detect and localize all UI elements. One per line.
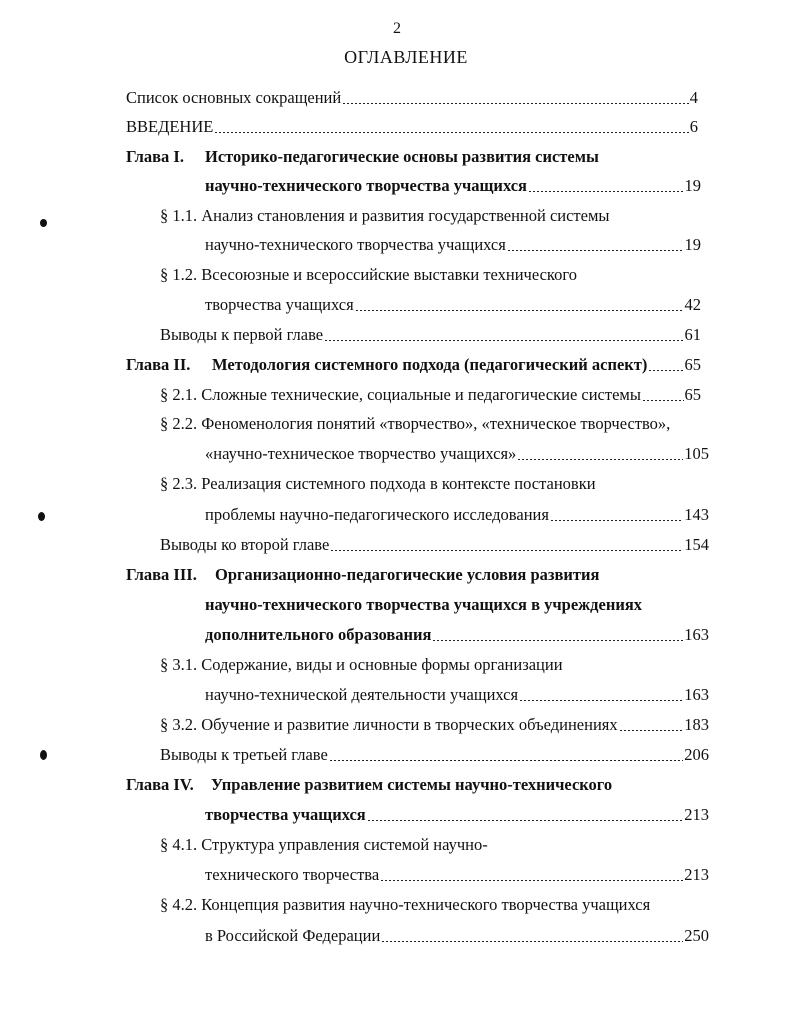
toc-chapter-2-entry[interactable]: Методология системного подхода (педагогический аспект) 65 xyxy=(212,355,701,374)
toc-section-2-2[interactable]: § 2.2. Феноменология понятий «творчество», «техническое творчество», xyxy=(160,414,671,433)
toc-section-4-2-entry[interactable]: в Российской Федерации 250 xyxy=(205,926,709,945)
toc-chapter-3-entry[interactable]: дополнительного образования 163 xyxy=(205,625,709,644)
toc-page-number: 105 xyxy=(684,444,709,463)
toc-section-1-2-entry[interactable]: творчества учащихся 42 xyxy=(205,295,701,314)
toc-chapter-1-entry[interactable]: научно-технического творчества учащихся 19 xyxy=(205,176,701,195)
toc-page-number: 65 xyxy=(684,355,701,374)
toc-page-number: 213 xyxy=(684,865,709,884)
page-title: ОГЛАВЛЕНИЕ xyxy=(344,47,468,67)
toc-page-number: 4 xyxy=(689,88,698,107)
toc-page-number: 213 xyxy=(684,805,709,824)
toc-section-4-1-entry[interactable]: технического творчества 213 xyxy=(205,865,709,884)
toc-page-number: 206 xyxy=(684,745,709,764)
toc-page-number: 163 xyxy=(684,685,709,704)
toc-section-2-3-entry[interactable]: проблемы научно-педагогического исследования 143 xyxy=(205,505,709,524)
toc-section-2-2-entry[interactable]: «научно-техническое творчество учащихся» 105 xyxy=(205,444,709,463)
toc-page-number: 6 xyxy=(689,117,698,136)
toc-section-4-1[interactable]: § 4.1. Структура управления системой научно- xyxy=(160,835,488,854)
scan-speck xyxy=(40,219,47,227)
toc-page-number: 61 xyxy=(684,325,701,344)
toc-page-number: 250 xyxy=(684,926,709,945)
toc-section-1-1-entry[interactable]: научно-технического творчества учащихся 19 xyxy=(205,235,701,254)
toc-chapter-1-title[interactable]: Историко-педагогические основы развития системы xyxy=(205,147,599,166)
toc-entry-abbreviations[interactable]: Список основных сокращений 4 xyxy=(126,88,698,107)
toc-entry-introduction[interactable]: ВВЕДЕНИЕ 6 xyxy=(126,117,698,136)
toc-section-3-1-entry[interactable]: научно-технической деятельности учащихся 163 xyxy=(205,685,709,704)
toc-page-number: 19 xyxy=(684,176,701,195)
toc-chapter-2-label: Глава II. xyxy=(126,355,191,374)
toc-page-number: 143 xyxy=(684,505,709,524)
toc-chapter-4-title[interactable]: Управление развитием системы научно-технического xyxy=(211,775,613,794)
scan-speck xyxy=(40,750,47,760)
toc-page-number: 163 xyxy=(684,625,709,644)
toc-chapter-3-title-line2[interactable]: научно-технического творчества учащихся в учреждениях xyxy=(205,595,643,614)
toc-section-2-3[interactable]: § 2.3. Реализация системного подхода в контексте постановки xyxy=(160,474,596,493)
toc-chapter-4-label: Глава IV. xyxy=(126,775,194,794)
page-number: 2 xyxy=(393,20,401,37)
toc-section-2-1[interactable]: § 2.1. Сложные технические, социальные и педагогические системы 65 xyxy=(160,385,701,404)
toc-section-1-2[interactable]: § 1.2. Всесоюзные и всероссийские выставки технического xyxy=(160,265,577,284)
toc-section-3-2[interactable]: § 3.2. Обучение и развитие личности в творческих объединениях 183 xyxy=(160,715,709,734)
toc-page-number: 19 xyxy=(684,235,701,254)
toc-section-1-1[interactable]: § 1.1. Анализ становления и развития государственной системы xyxy=(160,206,610,225)
toc-section-3-1[interactable]: § 3.1. Содержание, виды и основные формы организации xyxy=(160,655,563,674)
toc-chapter-3-title[interactable]: Организационно-педагогические условия развития xyxy=(215,565,600,584)
toc-chapter-1-label: Глава I. xyxy=(126,147,184,166)
toc-page-number: 183 xyxy=(684,715,709,734)
toc-section-4-2[interactable]: § 4.2. Концепция развития научно-технического творчества учащихся xyxy=(160,895,651,914)
toc-page-number: 154 xyxy=(684,535,709,554)
toc-page-number: 42 xyxy=(684,295,701,314)
toc-page-number: 65 xyxy=(684,385,701,404)
scan-speck xyxy=(38,512,45,521)
toc-conclusions-1[interactable]: Выводы к первой главе 61 xyxy=(160,325,701,344)
toc-chapter-4-entry[interactable]: творчества учащихся 213 xyxy=(205,805,709,824)
toc-conclusions-3[interactable]: Выводы к третьей главе 206 xyxy=(160,745,709,764)
toc-chapter-3-label: Глава III. xyxy=(126,565,197,584)
toc-conclusions-2[interactable]: Выводы ко второй главе 154 xyxy=(160,535,709,554)
